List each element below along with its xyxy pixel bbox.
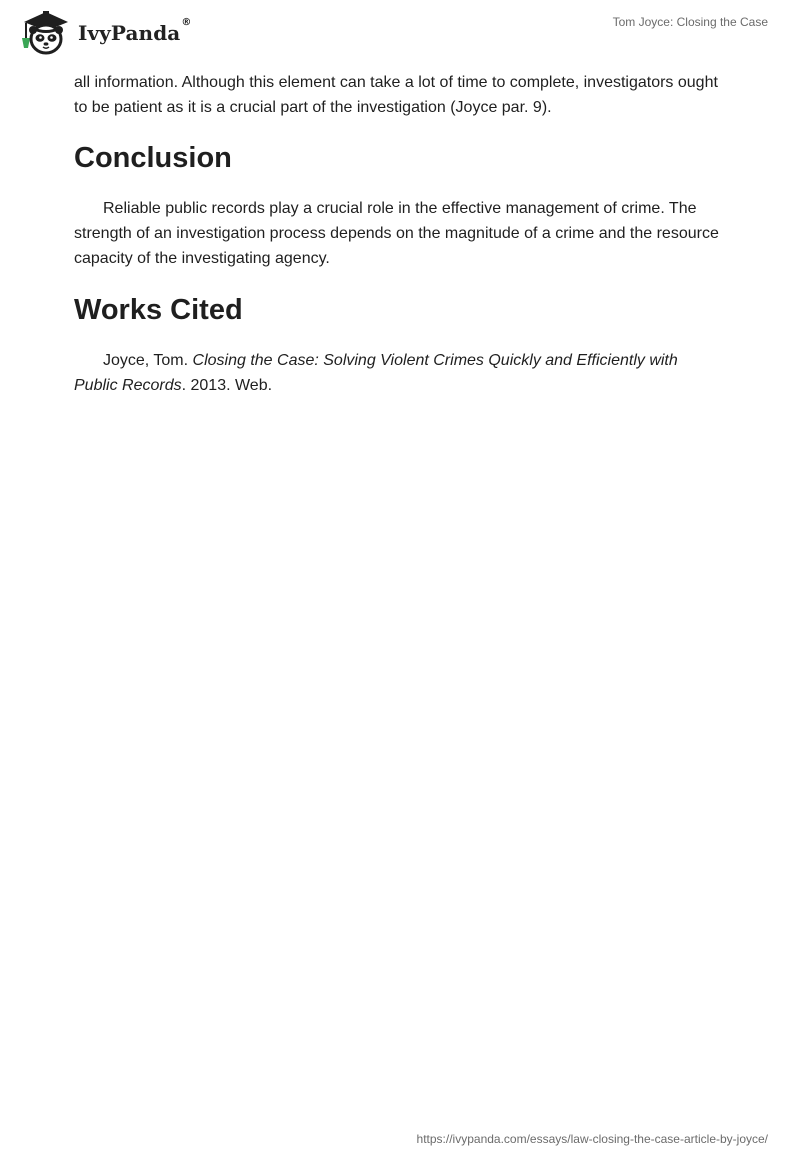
footer-url[interactable]: https://ivypanda.com/essays/law-closing-the-case-article-by-joyce/	[416, 1132, 768, 1146]
panda-graduate-icon	[16, 8, 76, 56]
registered-mark: ®	[181, 17, 192, 28]
works-cited-heading: Works Cited	[74, 294, 243, 326]
ivypanda-logo[interactable]	[16, 8, 191, 56]
conclusion-paragraph: Reliable public records play a crucial role in the effective management of crime. The strength of an investigation process depends on the magnitude of a crime and the resource capacity of the investigating agency.	[74, 200, 719, 267]
citation-entry	[74, 348, 694, 398]
citation-title: Closing the Case: Solving Violent Crimes Quickly and Efficiently with Public Records	[74, 352, 678, 394]
page-header	[0, 0, 800, 64]
citation-author: Joyce, Tom.	[103, 352, 193, 369]
citation-details: . 2013. Web.	[181, 377, 273, 394]
intro-paragraph: all information. Although this element can take a lot of time to complete, investigators ought to be patient as it is a crucial part of the investigation (Joyce par. 9).	[74, 74, 718, 116]
essay-content	[74, 70, 734, 398]
conclusion-heading: Conclusion	[74, 142, 232, 174]
logo-wordmark: IvyPanda®	[78, 17, 192, 45]
running-title: Tom Joyce: Closing the Case	[612, 15, 768, 29]
